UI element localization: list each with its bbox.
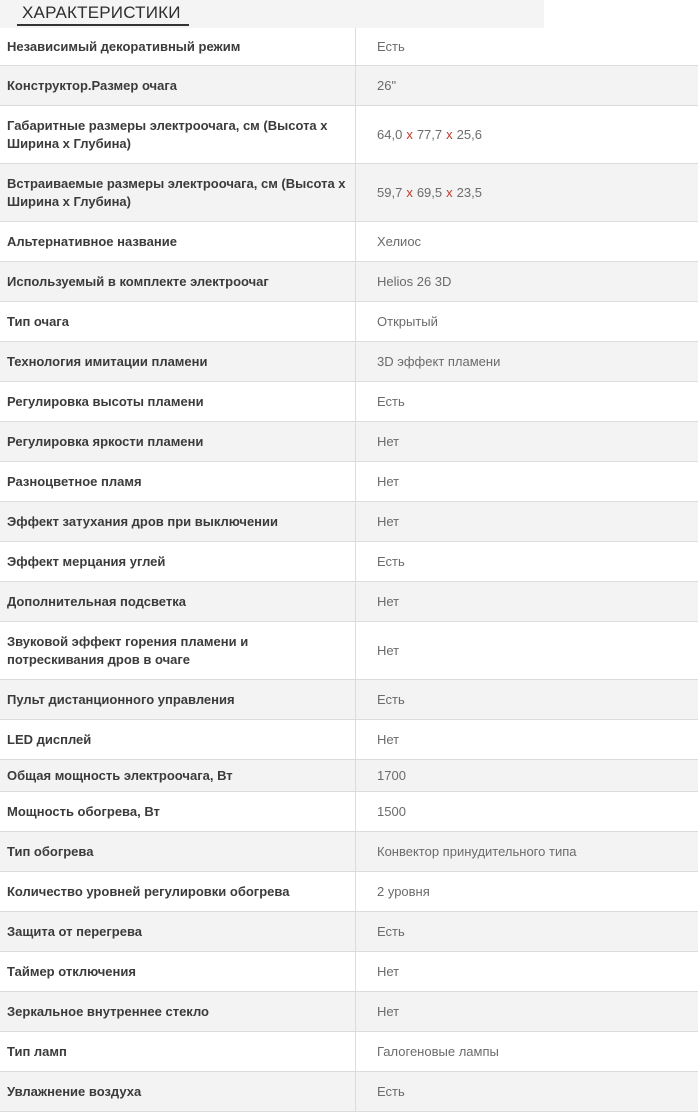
spec-value: 3D эффект пламени	[377, 353, 501, 369]
dimension-value: 64,0	[377, 126, 403, 142]
dimension-value: 69,5	[416, 184, 443, 200]
section-header	[0, 0, 544, 28]
spec-value: Helios 26 3D	[377, 273, 452, 289]
section-title-underline	[17, 24, 189, 26]
dimension-separator: x	[446, 126, 453, 142]
spec-name: Регулировка высоты пламени	[0, 382, 356, 421]
spec-row	[0, 302, 698, 342]
spec-row	[0, 582, 698, 622]
spec-name: Количество уровней регулировки обогрева	[0, 872, 356, 911]
spec-value: Нет	[377, 513, 400, 529]
spec-name: Таймер отключения	[0, 952, 356, 991]
spec-value: Нет	[377, 731, 400, 747]
spec-row	[0, 992, 698, 1032]
spec-row	[0, 106, 698, 164]
spec-row	[0, 164, 698, 222]
spec-value: Есть	[377, 553, 405, 569]
dimension-separator: x	[406, 184, 413, 200]
spec-name: Дополнительная подсветка	[0, 582, 356, 621]
section-title: ХАРАКТЕРИСТИКИ	[22, 3, 181, 22]
spec-row	[0, 262, 698, 302]
spec-value: Нет	[377, 593, 400, 609]
spec-row	[0, 28, 698, 66]
spec-name: Конструктор.Размер очага	[0, 66, 356, 105]
spec-value	[356, 106, 698, 163]
dimension-value: 77,7	[416, 126, 443, 142]
spec-name: Используемый в комплекте электроочаг	[0, 262, 356, 301]
spec-value: Открытый	[377, 313, 438, 329]
spec-value: Нет	[377, 433, 400, 449]
spec-row	[0, 720, 698, 760]
spec-name: LED дисплей	[0, 720, 356, 759]
spec-value: Нет	[377, 473, 400, 489]
spec-row	[0, 422, 698, 462]
spec-name: Звуковой эффект горения пламени и потрескивания дров в очаге	[0, 622, 356, 679]
spec-name: Регулировка яркости пламени	[0, 422, 356, 461]
spec-value: Есть	[377, 1083, 405, 1099]
spec-name: Эффект затухания дров при выключении	[0, 502, 356, 541]
specs-table	[0, 28, 698, 1112]
spec-name: Защита от перегрева	[0, 912, 356, 951]
spec-name: Мощность обогрева, Вт	[0, 792, 356, 831]
spec-value: Нет	[377, 1003, 400, 1019]
spec-name: Увлажнение воздуха	[0, 1072, 356, 1111]
spec-value: Есть	[377, 393, 405, 409]
dimension-separator: x	[406, 126, 413, 142]
spec-name: Тип ламп	[0, 1032, 356, 1071]
spec-value: Конвектор принудительного типа	[377, 843, 577, 859]
spec-row	[0, 832, 698, 872]
spec-value: Есть	[377, 38, 405, 54]
dimension-separator: x	[446, 184, 453, 200]
spec-row	[0, 502, 698, 542]
spec-name: Пульт дистанционного управления	[0, 680, 356, 719]
spec-row	[0, 872, 698, 912]
spec-row	[0, 760, 698, 792]
spec-row	[0, 222, 698, 262]
spec-value	[356, 164, 698, 221]
spec-row	[0, 952, 698, 992]
spec-name: Тип обогрева	[0, 832, 356, 871]
dimension-value: 25,6	[456, 126, 482, 142]
spec-name: Эффект мерцания углей	[0, 542, 356, 581]
spec-row	[0, 622, 698, 680]
spec-row	[0, 542, 698, 582]
spec-name: Независимый декоративный режим	[0, 28, 356, 65]
spec-value: 1500	[377, 803, 406, 819]
spec-name: Габаритные размеры электроочага, см (Высота х Ширина х Глубина)	[0, 106, 356, 163]
spec-name: Технология имитации пламени	[0, 342, 356, 381]
spec-row	[0, 382, 698, 422]
spec-value: Есть	[377, 923, 405, 939]
spec-value: 26"	[377, 77, 397, 93]
spec-row	[0, 1072, 698, 1112]
spec-value: Галогеновые лампы	[377, 1043, 499, 1059]
spec-value: Хелиос	[377, 233, 422, 249]
spec-row	[0, 792, 698, 832]
dimension-value: 59,7	[377, 184, 403, 200]
spec-name: Разноцветное пламя	[0, 462, 356, 501]
spec-row	[0, 342, 698, 382]
spec-name: Альтернативное название	[0, 222, 356, 261]
spec-row	[0, 462, 698, 502]
spec-value: Есть	[377, 691, 405, 707]
spec-name: Встраиваемые размеры электроочага, см (Высота х Ширина х Глубина)	[0, 164, 356, 221]
spec-value: 2 уровня	[377, 883, 430, 899]
spec-name: Общая мощность электроочага, Вт	[0, 760, 356, 791]
spec-value: 1700	[377, 767, 406, 783]
spec-row	[0, 912, 698, 952]
spec-value: Нет	[377, 963, 400, 979]
spec-value: Нет	[377, 642, 400, 658]
spec-row	[0, 66, 698, 106]
dimension-value: 23,5	[456, 184, 482, 200]
spec-row	[0, 680, 698, 720]
spec-row	[0, 1032, 698, 1072]
spec-name: Зеркальное внутреннее стекло	[0, 992, 356, 1031]
spec-name: Тип очага	[0, 302, 356, 341]
